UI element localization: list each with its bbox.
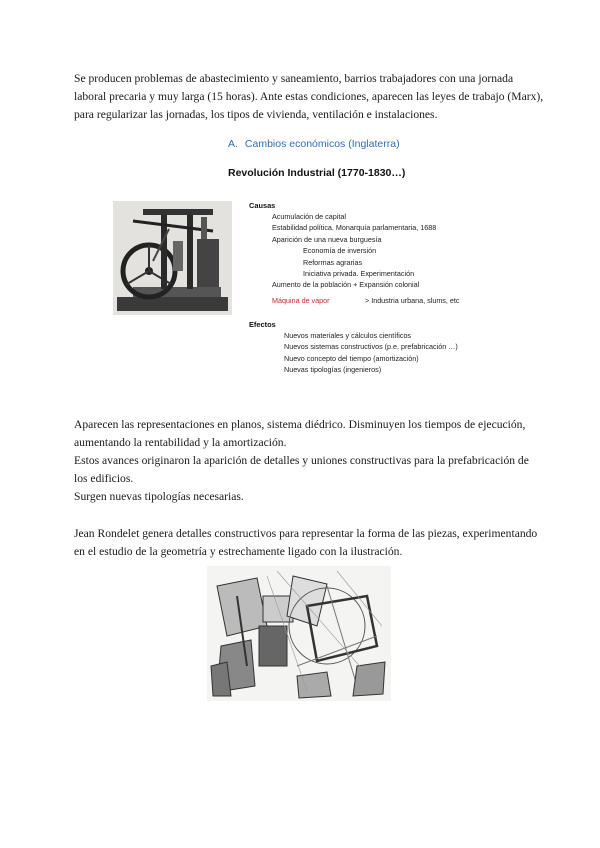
steam-engine-result: > Industria urbana, slums, etc: [365, 296, 460, 305]
effect-item: Nuevos materiales y cálculos científicos: [284, 331, 412, 340]
text-line: Se producen problemas de abastecimiento y saneamiento, barrios trabajadores con una jornada: [74, 72, 514, 85]
text-line: Estos avances originaron la aparición de detalles y uniones constructivas para la prefabricación de: [74, 454, 529, 467]
cause-item: Acumulación de capital: [272, 212, 346, 221]
text-line: laboral precaria y muy larga (15 horas). Ante estas condiciones, aparecen las leyes de trabajo (Marx),: [74, 90, 544, 103]
intro-paragraph: [74, 70, 544, 124]
text-line: para regularizar las jornadas, los tipos de vivienda, ventilación e instalaciones.: [74, 108, 438, 121]
steam-engine-label: Máquina de vapor: [272, 296, 330, 305]
text-line: Aparecen las representaciones en planos, sistema diédrico. Disminuyen los tiempos de ejecución,: [74, 418, 526, 431]
body-paragraph: [74, 416, 534, 506]
steam-engine-illustration: [113, 201, 232, 315]
effects-label: Efectos: [249, 320, 276, 329]
causes-label: Causas: [249, 201, 276, 210]
cause-item: Iniciativa privada. Experimentación: [303, 268, 415, 278]
steam-engine-row: [272, 296, 460, 305]
effect-item: Nuevas tipologías (ingenieros): [284, 365, 382, 375]
cause-item: Aparición de una nueva burguesía: [272, 234, 382, 244]
slide-title: Revolución Industrial (1770-1830…): [228, 167, 406, 179]
rondelet-drawings-illustration: [207, 566, 391, 701]
cause-item: Estabilidad política. Monarquía parlamentaria, 1688: [272, 223, 437, 233]
text-line: Surgen nuevas tipologías necesarias.: [74, 490, 244, 503]
rondelet-paragraph: [74, 525, 538, 561]
causes-list: [272, 211, 436, 291]
slide-heading: [228, 138, 400, 150]
cause-item: Reformas agrarias: [303, 257, 363, 267]
text-line: aumentando la rentabilidad y la amortización.: [74, 436, 287, 449]
effects-list: [284, 330, 458, 376]
text-line: Jean Rondelet genera detalles constructivos para representar la forma de las piezas, experimentando: [74, 527, 538, 540]
cause-item: Aumento de la población + Expansión colonial: [272, 280, 420, 290]
slide-heading-letter: A.: [228, 138, 238, 150]
text-line: los edificios.: [74, 472, 134, 485]
effect-item: Nuevos sistemas constructivos (p.e. prefabricación …): [284, 342, 458, 352]
cause-item: Economía de inversión: [303, 246, 377, 256]
effect-item: Nuevo concepto del tiempo (amortización): [284, 353, 419, 363]
slide-heading-text: Cambios económicos (Inglaterra): [244, 138, 400, 150]
text-line: en el estudio de la geometría y estrechamente ligado con la ilustración.: [74, 545, 403, 558]
